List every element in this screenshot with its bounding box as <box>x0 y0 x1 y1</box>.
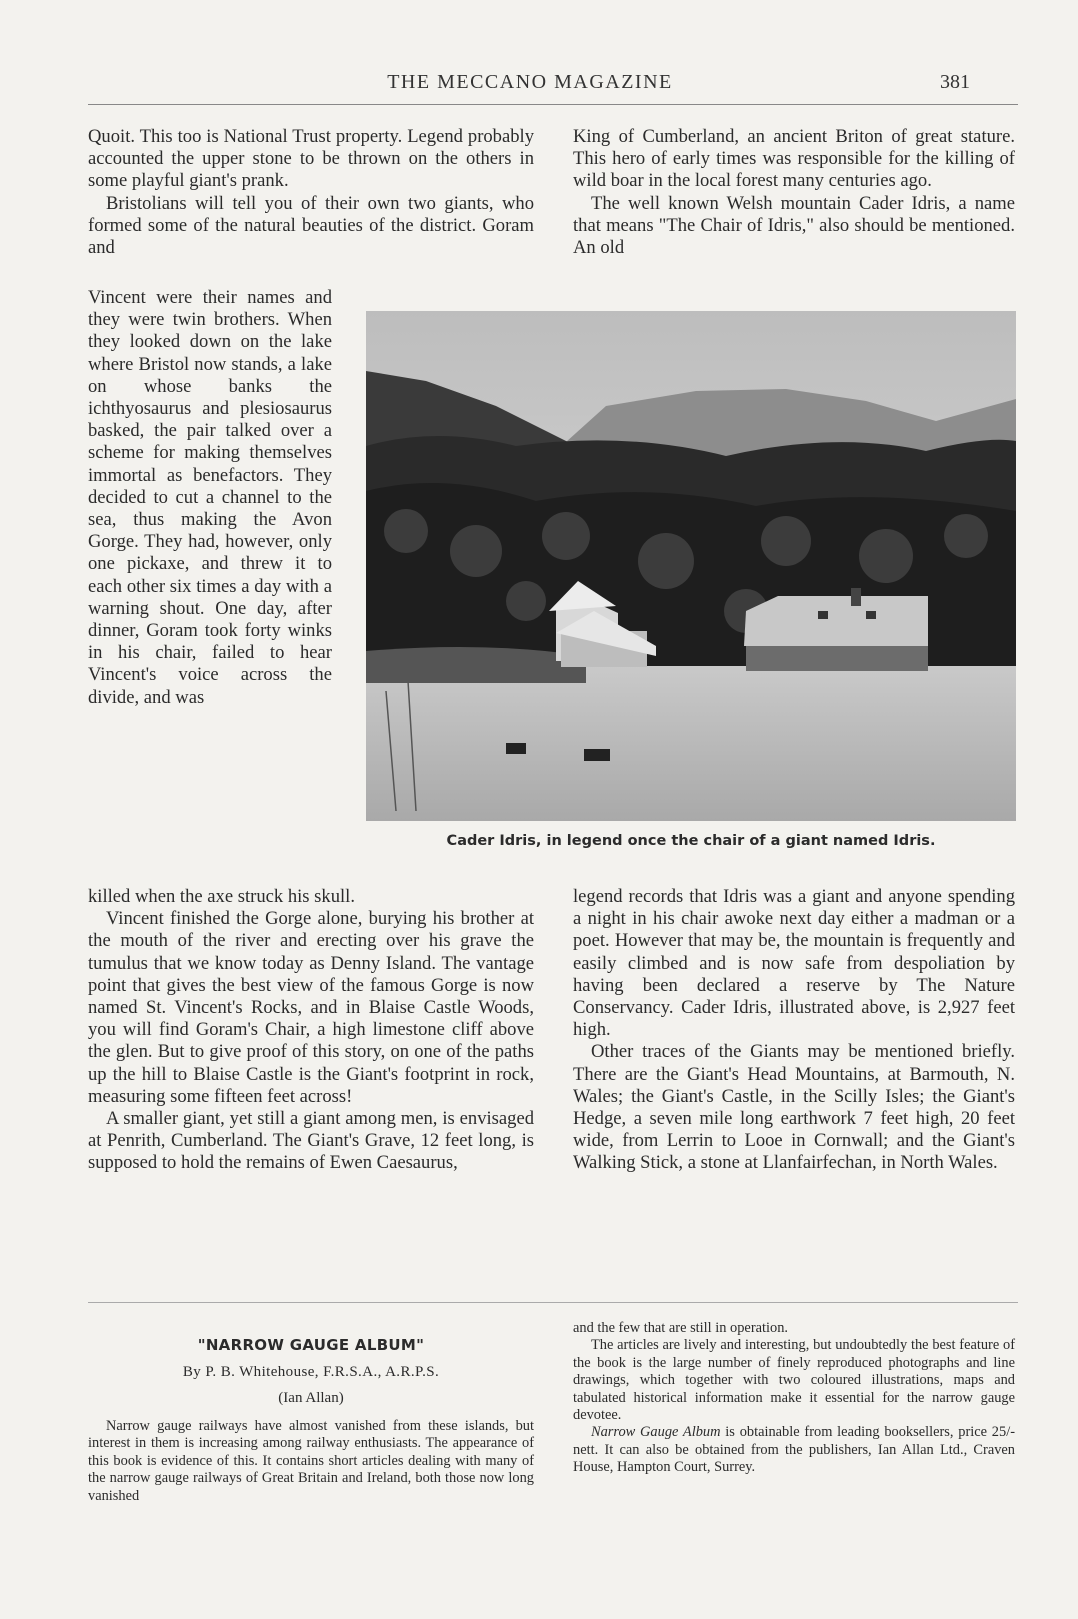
review-publisher: (Ian Allan) <box>278 1390 344 1406</box>
review-paragraph: The articles are lively and interesting, but undoubtedly the best feature of the book is the large number of finely reproduced photographs and line drawings, which together with two coloured illustrations, maps and tabulated historical information make it essential for the narrow gauge devotee. <box>573 1337 1015 1424</box>
book-title: Narrow Gauge Album <box>591 1424 721 1441</box>
review-paragraph: Narrow gauge railways have almost vanished from these islands, but interest in them is increasing among railway enthusiasts. The appearance of this book is evidence of this. It contains short articles dealing with many of the narrow gauge railways of Great Britain and Ireland, both those now long vanished <box>88 1418 534 1504</box>
article-paragraph: Bristolians will tell you of their own two giants, who formed some of the natural beauties of the district. Goram and <box>88 192 534 259</box>
photo-caption: Cader Idris, in legend once the chair of a giant named Idris. <box>446 833 936 849</box>
header-rule <box>88 104 1018 105</box>
article-right-top <box>573 126 1015 259</box>
article-paragraph: legend records that Idris was a giant and anyone spending a night in his chair awoke next day either a madman or a poet. However that may be, the mountain is frequently and easily climbed and is now safe from despoliation by having been declared a reserve by The Nature Conservancy. Cader Idris, illustrated above, is 2,927 feet high. <box>573 886 1015 1041</box>
review-paragraph <box>573 1424 1015 1476</box>
running-header-title: THE MECCANO MAGAZINE <box>387 71 673 93</box>
review-paragraph: and the few that are still in operation. <box>573 1320 788 1336</box>
cader-idris-photo <box>366 311 1016 821</box>
article-left-top <box>88 126 534 259</box>
article-paragraph: Vincent finished the Gorge alone, burying his brother at the mouth of the river and erecting over his grave the tumulus that we know today as Denny Island. The vantage point that gives the best view of the famous Gorge is now named St. Vincent's Rocks, and in Blaise Castle Woods, you will find Goram's Chair, a high limestone cliff above the glen. But to give proof of this story, on one of the paths up the hill to Blaise Castle is the Giant's footprint in rock, measuring some fifteen feet across! <box>88 908 534 1107</box>
article-paragraph: King of Cumberland, an ancient Briton of great stature. This hero of early times was responsible for the killing of wild boar in the local forest many centuries ago. <box>573 126 1015 192</box>
article-left-bottom <box>88 886 534 1175</box>
article-paragraph: The well known Welsh mountain Cader Idris, a name that means "The Chair of Idris," also should be mentioned. An old <box>573 192 1015 259</box>
article-paragraph: killed when the axe struck his skull. <box>88 886 355 907</box>
page-number: 381 <box>940 71 970 93</box>
review-byline: By P. B. Whitehouse, F.R.S.A., A.R.P.S. <box>182 1364 440 1380</box>
review-right-column <box>573 1320 1015 1477</box>
review-text: is obtainable from leading booksellers, price 25/- nett. It can also be obtained from the publishers, Ian Allan Ltd., Craven House, Hampton Court, Surrey. <box>573 1424 1015 1476</box>
article-paragraph: Other traces of the Giants may be mentioned briefly. There are the Giant's Head Mountains, at Barmouth, N. Wales; the Giant's Castle, in the Scilly Isles; the Giant's Hedge, a seven mile long earthwork 7 feet high, 20 feet wide, from Lerrin to Looe in Cornwall; and the Giant's Walking Stick, a stone at Llanfairfechan, in North Wales. <box>573 1041 1015 1174</box>
article-right-bottom <box>573 886 1015 1175</box>
article-paragraph: Quoit. This too is National Trust property. Legend probably accounted the upper stone to be thrown on the others in some playful giant's prank. <box>88 126 534 192</box>
article-left-wrap <box>88 287 332 709</box>
article-paragraph: Vincent were their names and they were twin brothers. When they looked down on the lake where Bristol now stands, a lake on whose banks the ichthyosaurus and plesiosaurus basked, the pair talked over a scheme for making themselves immortal as benefactors. They decided to cut a channel to the sea, thus making the Avon Gorge. They had, however, only one pickaxe, and threw it to each other six times a day with a warning shout. One day, after dinner, Goram took forty winks in his chair, failed to hear Vincent's voice across the divide, and was <box>88 287 332 708</box>
review-title: "NARROW GAUGE ALBUM" <box>197 1336 425 1354</box>
article-paragraph: A smaller giant, yet still a giant among men, is envisaged at Penrith, Cumberland. The Giant's Grave, 12 feet long, is supposed to hold the remains of Ewen Caesaurus, <box>88 1108 534 1174</box>
review-left-column <box>88 1418 534 1505</box>
section-divider <box>88 1302 1018 1303</box>
